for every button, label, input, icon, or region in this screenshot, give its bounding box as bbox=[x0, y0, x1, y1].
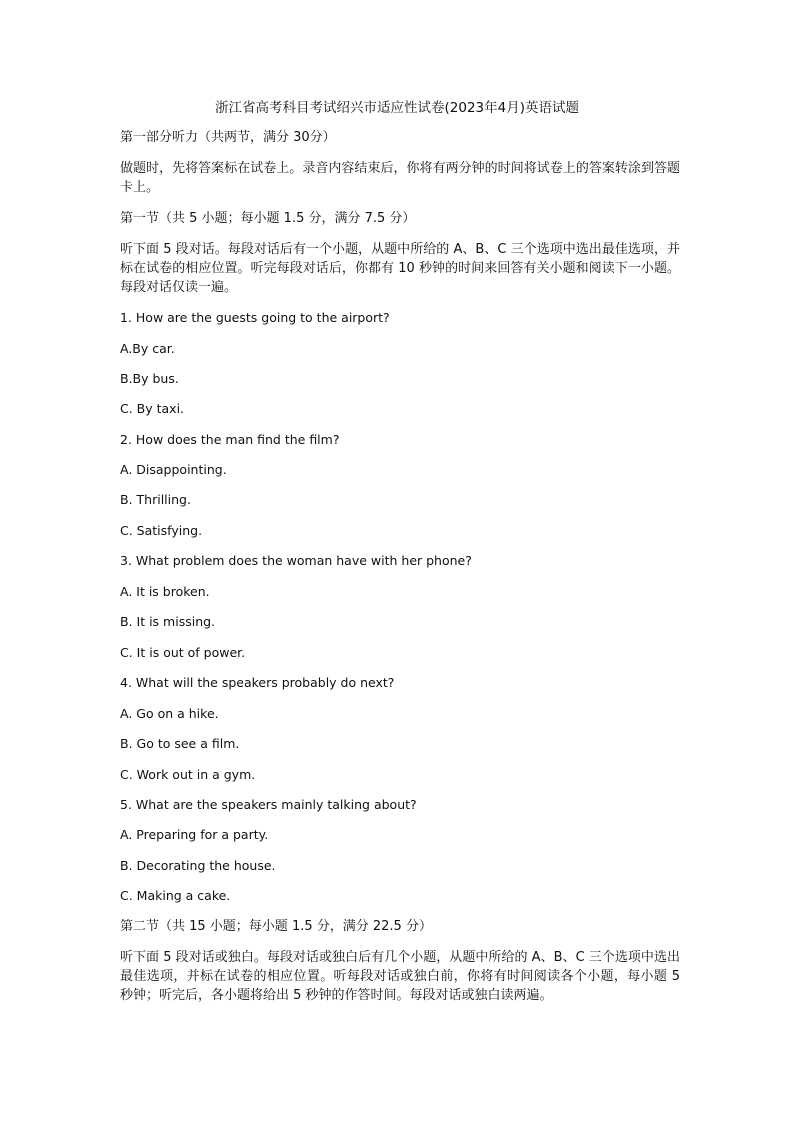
option-c: C. It is out of power. bbox=[120, 645, 246, 660]
option-b: B. Thrilling. bbox=[120, 492, 191, 507]
question-stem: 2. How does the man find the film? bbox=[120, 432, 340, 447]
option-b: B.By bus. bbox=[120, 371, 179, 386]
question-stem: 5. What are the speakers mainly talking about? bbox=[120, 797, 417, 812]
option-c: C. Satisfying. bbox=[120, 523, 203, 538]
option-b: B. Decorating the house. bbox=[120, 858, 276, 873]
option-c: C. By taxi. bbox=[120, 401, 185, 416]
option-a: A.By car. bbox=[120, 341, 175, 356]
section1-heading: 第一节（共 5 小题；每小题 1.5 分，满分 7.5 分） bbox=[120, 211, 416, 226]
question-stem: 1. How are the guests going to the airport? bbox=[120, 310, 390, 325]
question-stem: 3. What problem does the woman have with her phone? bbox=[120, 553, 472, 568]
section1-instruction: 听下面 5 段对话。每段对话后有一个小题，从题中所给的 A、B、C 三个选项中选出最佳选项，并标在试卷的相应位置。听完每段对话后，你都有 10 秒钟的时间来回答有关小题和阅读下一小题。每段对话仅读一遍。 bbox=[120, 242, 680, 295]
option-b: B. Go to see a film. bbox=[120, 736, 240, 751]
option-a: A. Preparing for a party. bbox=[120, 827, 269, 842]
section2-heading: 第二节（共 15 小题；每小题 1.5 分，满分 22.5 分） bbox=[120, 919, 432, 934]
section2-instruction: 听下面 5 段对话或独白。每段对话或独白后有几个小题，从题中所给的 A、B、C 三个选项中选出最佳选项，并标在试卷的相应位置。听每段对话或独白前，你将有时间阅读各个小题，每小题 5 秒钟；听完后，各小题将给出 5 秒钟的作答时间。每段对话或独白读两遍。 bbox=[120, 950, 680, 1003]
part1-instruction: 做题时，先将答案标在试卷上。录音内容结束后，你将有两分钟的时间将试卷上的答案转涂到答题卡上。 bbox=[120, 161, 680, 195]
part1-heading: 第一部分听力（共两节，满分 30分） bbox=[120, 130, 336, 145]
option-b: B. It is missing. bbox=[120, 614, 216, 629]
page-title: 浙江省高考科目考试绍兴市适应性试卷(2023年4月)英语试题 bbox=[215, 100, 579, 116]
option-c: C. Making a cake. bbox=[120, 888, 231, 903]
option-a: A. Disappointing. bbox=[120, 462, 227, 477]
option-c: C. Work out in a gym. bbox=[120, 767, 256, 782]
option-a: A. It is broken. bbox=[120, 584, 210, 599]
option-a: A. Go on a hike. bbox=[120, 706, 219, 721]
question-stem: 4. What will the speakers probably do next? bbox=[120, 675, 395, 690]
